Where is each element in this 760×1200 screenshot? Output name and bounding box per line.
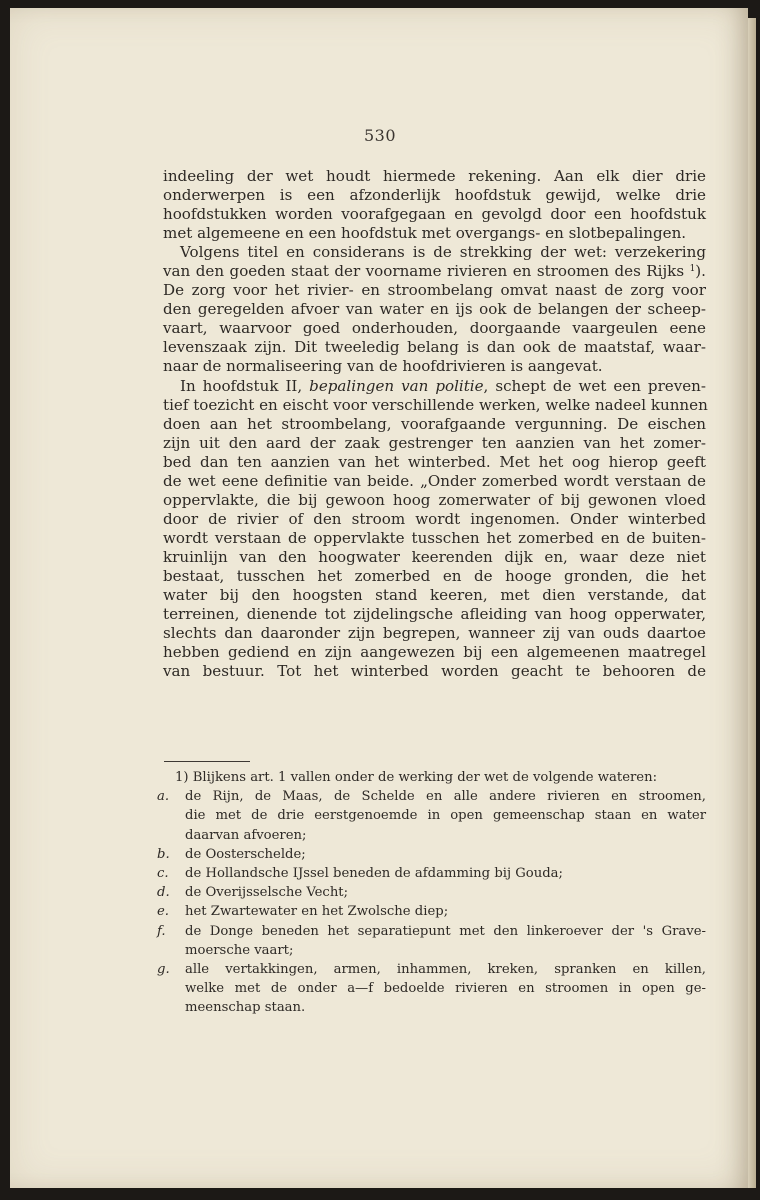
footnote-item-text: de Donge beneden het separatiepunt met den linkeroever der 's Grave-	[185, 923, 706, 939]
italic-phrase: bepalingen van politie	[309, 376, 484, 395]
body-line-text: van den goeden staat der voorname rivieren en stroomen des Rijks	[163, 262, 685, 281]
footnote-item-text: het Zwartewater en het Zwolsche diep;	[185, 904, 449, 920]
body-line: tief toezicht en eischt voor verschillende werken, welke nadeel kunnen	[163, 395, 708, 414]
footnote-item	[157, 902, 706, 921]
body-line: door de rivier of den stroom wordt ingenomen. Onder winterbed	[163, 509, 706, 528]
body-line: den geregelden afvoer van water en ijs ook de belangen der scheep-	[163, 300, 706, 319]
footnote-item-text: de Hollandsche IJssel beneden de afdamming bij Gouda;	[185, 865, 563, 881]
body-line: zijn uit den aard der zaak gestrenger ten aanzien van het zomer-	[163, 433, 706, 452]
footnote-item-text: welke met de onder a—f bedoelde rivieren en stroomen in open ge-	[185, 981, 706, 997]
body-line: oppervlakte, die bij gewoon hoog zomerwater of bij gewonen vloed	[163, 490, 706, 509]
footnote-reference-suffix: ).	[695, 262, 706, 281]
page-edge	[748, 18, 756, 1188]
footnote-item-continuation	[163, 941, 706, 960]
body-line: levenszaak zijn. Dit tweeledig belang is dan ook de maatstaf, waar-	[163, 338, 706, 357]
body-line: naar de normaliseering van de hoofdrivieren is aangevat.	[163, 357, 603, 376]
footnote-item	[157, 845, 706, 864]
footnote-item-label: g.	[157, 961, 170, 977]
body-line-text: In hoofdstuk II,	[180, 376, 310, 395]
page-number: 530	[363, 126, 397, 145]
footnote-item-text: daarvan afvoeren;	[185, 827, 307, 843]
footnote-item-label: e.	[157, 904, 169, 920]
body-text	[163, 167, 706, 681]
footnote-item-text: de Overijsselsche Vecht;	[185, 885, 349, 901]
footnote-item-text: die met de drie eerstgenoemde in open gemeenschap staan en water	[185, 808, 706, 824]
body-line: Volgens titel en considerans is de strekking der wet: verzekering	[180, 243, 706, 262]
body-line: water bij den hoogsten stand keeren, met dien verstande, dat	[163, 586, 706, 605]
body-line: onderwerpen is een afzonderlijk hoofdstuk gewijd, welke drie	[163, 186, 706, 205]
body-line	[163, 262, 706, 281]
footnote-item	[157, 960, 706, 979]
footnote-item-label: d.	[157, 885, 170, 901]
body-line-text: , schept de wet een preven-	[483, 376, 706, 395]
footnote-item-text: de Rijn, de Maas, de Schelde en alle andere rivieren en stroomen,	[185, 789, 706, 805]
body-line: vaart, waarvoor goed onderhouden, doorgaande vaargeulen eene	[163, 319, 706, 338]
footnote-item-continuation	[163, 826, 706, 845]
body-line: wordt verstaan de oppervlakte tusschen het zomerbed en de buiten-	[163, 528, 706, 547]
footnote-item-label: b.	[157, 846, 170, 862]
footnote-item-text: de Oosterschelde;	[185, 846, 306, 862]
footnote-item-text: alle vertakkingen, armen, inhammen, kreken, spranken en killen,	[185, 961, 706, 977]
footnote-item	[157, 922, 706, 941]
body-line: met algemeene en een hoofdstuk met overgangs- en slotbepalingen.	[163, 224, 687, 243]
body-line: kruinlijn van den hoogwater keerenden dijk en, waar deze niet	[163, 547, 706, 566]
footnote-item-label: a.	[157, 789, 170, 805]
footnote-item-continuation	[163, 979, 706, 998]
footnotes	[157, 768, 706, 1017]
body-line: indeeling der wet houdt hiermede rekening. Aan elk dier drie	[163, 167, 706, 185]
footnote-item	[157, 864, 706, 883]
footnote-item-text: moersche vaart;	[185, 942, 294, 958]
footnote-item-continuation	[163, 806, 706, 825]
body-line	[163, 377, 706, 396]
footnote-item	[157, 883, 706, 902]
footnote-reference: 1	[689, 264, 696, 275]
footnote-item-label: c.	[157, 865, 169, 881]
body-line: De zorg voor het rivier- en stroombelang omvat naast de zorg voor	[163, 281, 706, 300]
body-line: de wet eene definitie van beide. „Onder zomerbed wordt verstaan de	[163, 471, 706, 490]
footnote-item	[157, 787, 706, 806]
body-line: hebben gediend en zijn aangewezen bij een algemeenen maatregel	[163, 643, 706, 662]
footnote-item-continuation	[163, 998, 706, 1017]
body-line: doen aan het stroombelang, voorafgaande vergunning. De eischen	[163, 414, 706, 433]
body-line: slechts dan daaronder zijn begrepen, wanneer zij van ouds daartoe	[163, 624, 706, 643]
footnote-intro: 1) Blijkens art. 1 vallen onder de werking der wet de volgende wateren:	[175, 770, 658, 785]
footnote-item-label: f.	[157, 923, 166, 939]
body-line: terreinen, dienende tot zijdelingsche afleiding van hoog opperwater,	[163, 605, 706, 624]
body-line: hoofdstukken worden voorafgegaan en gevolgd door een hoofdstuk	[163, 205, 706, 224]
body-line: bed dan ten aanzien van het winterbed. Met het oog hierop geeft	[163, 452, 706, 471]
body-line: bestaat, tusschen het zomerbed en de hooge gronden, die het	[163, 566, 706, 585]
body-line: van bestuur. Tot het winterbed worden geacht te behooren de	[163, 662, 706, 681]
footnote-item-text: meenschap staan.	[185, 1000, 306, 1016]
footnote-divider	[164, 761, 250, 762]
